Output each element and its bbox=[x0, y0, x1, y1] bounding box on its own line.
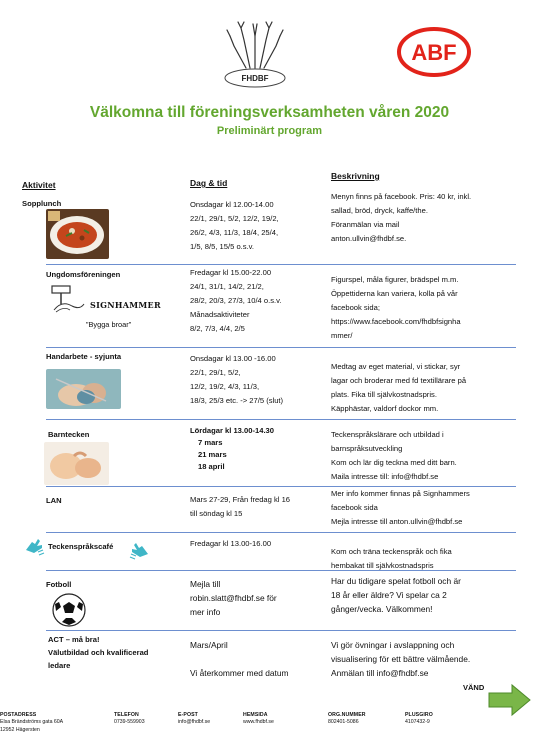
activity-name: ACT – må bra! Välutbildad och kvalificerad ledare bbox=[48, 635, 149, 670]
footer-website: HEMSIDA www.fhdbf.se bbox=[243, 712, 274, 725]
footer-phone: TELEFON 0739-559903 bbox=[114, 712, 145, 725]
knitting-image bbox=[46, 369, 121, 409]
soup-image bbox=[46, 209, 109, 259]
description: Menyn finns på facebook. Pris: 40 kr, inkl. sallad, bröd, dryck, kaffe/the. Föranmälan via mail anton.ullvin@fhdbf.se. bbox=[331, 192, 472, 243]
page-subtitle: Preliminärt program bbox=[216, 125, 323, 137]
footer-email: E-POST info@fhdbf.se bbox=[178, 712, 211, 725]
row-separator bbox=[46, 532, 516, 533]
description: Har du tidigare spelat fotboll och är 18 år eller äldre? Vi spelar ca 2 gånger/vecka. Välkommen! bbox=[331, 576, 461, 614]
row-separator bbox=[46, 264, 516, 265]
row-separator bbox=[46, 347, 516, 348]
activity-name: Teckenspråkscafé bbox=[48, 542, 114, 551]
svg-text:FHDBF: FHDBF bbox=[241, 74, 269, 83]
day-time: Mars/April bbox=[190, 640, 228, 650]
day-time: Mejla till robin.slatt@fhdbf.se för mer info bbox=[190, 579, 277, 617]
day-time: Onsdagar kl 13.00 -16.00 22/1, 29/1, 5/2, 12/2, 19/2, 4/3, 11/3, 18/3, 25/3 etc. -> 27/5 (slut) bbox=[190, 354, 284, 405]
day-time: Lördagar kl 13.00-14.30 7 mars 21 mars 18 april bbox=[190, 426, 274, 471]
activity-name: Sopplunch bbox=[22, 199, 62, 208]
svg-text:ABF: ABF bbox=[411, 40, 457, 65]
activity-name: Barntecken bbox=[48, 430, 90, 439]
row-separator bbox=[46, 419, 516, 420]
abf-logo bbox=[397, 27, 471, 77]
footer-postal: POSTADRESS Elsa Brändströms gata 60A 12952 Hägersten bbox=[0, 712, 64, 733]
day-time: Fredagar kl 13.00-16.00 bbox=[190, 539, 272, 548]
hammer-hand-icon bbox=[50, 282, 88, 314]
baby-sign-image bbox=[44, 442, 109, 485]
description: Kom och träna teckenspråk och fika hembakat till självkostnadspris bbox=[331, 547, 452, 570]
sign-hands-icon bbox=[128, 540, 150, 560]
turn-label: VÄND bbox=[463, 683, 485, 692]
slogan: ”Bygga broar” bbox=[86, 320, 132, 329]
footer-plusgiro: PLUSGIRO 4107432-9 bbox=[405, 712, 433, 725]
footer bbox=[0, 712, 539, 740]
activity-name: Handarbete - syjunta bbox=[46, 352, 122, 361]
page-title: Välkomna till föreningsverksamheten våren 2020 bbox=[89, 104, 450, 121]
description: Vi gör övningar i avslappning och visualisering för ett bättre välmående. Anmälan till info@fhdbf.se bbox=[331, 640, 471, 678]
football-icon bbox=[48, 592, 90, 628]
activity-name: Fotboll bbox=[46, 580, 72, 589]
activity-name: LAN bbox=[46, 496, 62, 505]
day-time: Fredagar kl 15.00-22.00 24/1, 31/1, 14/2, 21/2, 28/2, 20/3, 27/3, 10/4 o.s.v. Månadsaktiviteter 8/2, 7/3, 4/4, 2/5 bbox=[190, 268, 282, 333]
description: Figurspel, måla figurer, brädspel m.m. Öppettiderna kan variera, kolla på vår facebook sida; https://www.facebook.com/fhdbfsignha mmer/ bbox=[331, 275, 461, 340]
column-header-activity: Aktivitet bbox=[22, 180, 56, 190]
description: Mer info kommer finnas på Signhammers facebook sida Mejla intresse till anton.ullvin@fhdbf.se bbox=[331, 489, 470, 526]
day-time-note: Vi återkommer med datum bbox=[190, 668, 289, 678]
description: Medtag av eget material, vi stickar, syr lagar och broderar med fd textillärare på plats. Fika till självkostnadspris. Käpphästar, valdorf dockor mm. bbox=[331, 362, 467, 413]
sign-hands-icon bbox=[24, 536, 46, 556]
column-header-day-time: Dag & tid bbox=[190, 178, 228, 188]
row-separator bbox=[46, 570, 516, 571]
fhdbf-logo bbox=[222, 16, 288, 90]
description: Teckenspråkslärare och utbildad i barnspråksutveckling Kom och lär dig teckna med ditt barn. Maila intresse till: info@fhdbf.se bbox=[331, 430, 457, 481]
signhammer-logo-text: SIGNHAMMER bbox=[90, 300, 161, 310]
footer-org-number: ORG.NUMMER 802401-5086 bbox=[328, 712, 366, 725]
row-separator bbox=[46, 630, 516, 631]
day-time: Onsdagar kl 12.00-14.00 22/1, 29/1, 5/2, 12/2, 19/2, 26/2, 4/3, 11/3, 18/4, 25/4, 1/5, 8/5, 15/5 o.s.v. bbox=[190, 200, 279, 251]
activity-name: Ungdomsföreningen bbox=[46, 270, 121, 279]
day-time: Mars 27-29, Från fredag kl 16 till söndag kl 15 bbox=[190, 495, 291, 518]
column-header-description: Beskrivning bbox=[331, 171, 380, 181]
